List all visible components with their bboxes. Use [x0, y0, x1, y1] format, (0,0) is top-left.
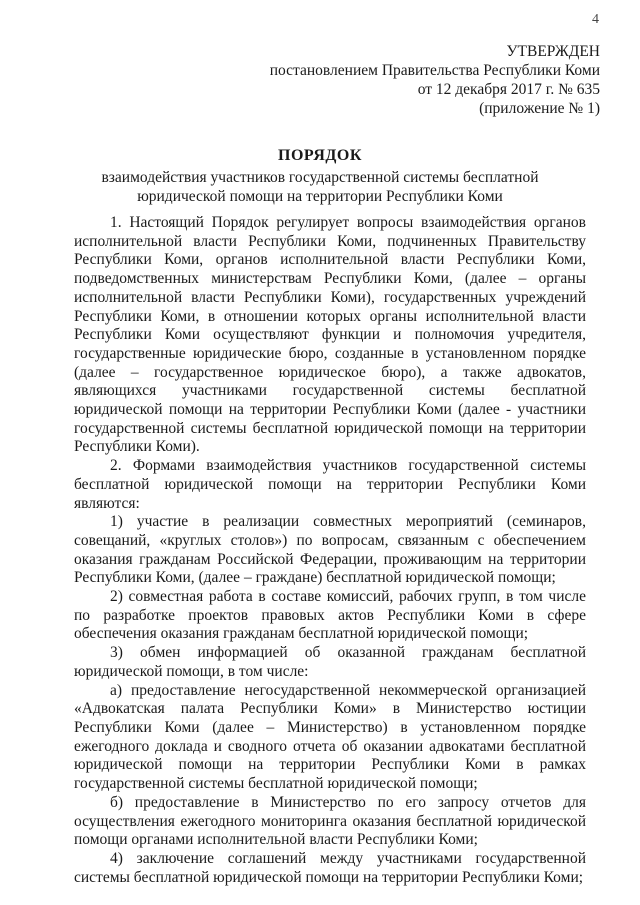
- paragraph-2-4: 4) заключение соглашений между участниками государственной системы бесплатной юридической помощи на территории Республики Коми;: [74, 849, 586, 886]
- approval-decree: постановлением Правительства Республики Коми: [269, 62, 600, 79]
- paragraph-2-3: 3) обмен информацией об оказанной гражданам бесплатной юридической помощи, в том числе:: [74, 644, 586, 680]
- approval-block: [270, 42, 600, 118]
- approval-date: от 12 декабря 2017 г. № 635: [417, 81, 600, 98]
- subtitle-line: взаимодействия участников государственной системы бесплатной: [101, 169, 539, 186]
- approval-status: УТВЕРЖДЕН: [506, 43, 600, 60]
- subtitle-line: юридической помощи на территории Республики Коми: [137, 188, 503, 205]
- title-block: [0, 146, 640, 206]
- approval-appendix: (приложение № 1): [479, 100, 600, 117]
- document-body: [74, 214, 586, 887]
- paragraph-2-3-a: а) предоставление негосударственной некоммерческой организацией «Адвокатская палата Республики Коми» в Министерство юстиции Республики Коми (далее – Министерство) в установленном порядке ежегодного доклада и сводного отчета об оказании адвокатами бесплатной юридической помощи на территории Республики Коми в рамках государственной системы бесплатной юридической помощи;: [74, 681, 586, 793]
- paragraph-2-3-b: б) предоставление в Министерство по его запросу отчетов для осуществления ежегодного мониторинга оказания бесплатной юридической помощи органами исполнительной власти Республики Коми;: [74, 793, 586, 849]
- paragraph-2: 2. Формами взаимодействия участников государственной системы бесплатной юридической помощи на территории Республики Коми являются:: [74, 457, 586, 512]
- page-number: 4: [592, 12, 599, 27]
- document-title: ПОРЯДОК: [278, 147, 362, 164]
- paragraph-2-2: 2) совместная работа в составе комиссий, рабочих групп, в том числе по разработке проектов правовых актов Республики Коми в сфере обеспечения оказания гражданам бесплатной юридической помощи;: [74, 588, 586, 643]
- paragraph-2-1: 1) участие в реализации совместных мероприятий (семинаров, совещаний, «круглых столов») по вопросам, связанным с обеспечением оказания гражданам Российской Федерации, проживающим на территории Республики Коми, (далее – граждане) бесплатной юридической помощи;: [74, 513, 586, 587]
- document-subtitle: [0, 168, 640, 206]
- paragraph-1: 1. Настоящий Порядок регулирует вопросы взаимодействия органов исполнительной власти Республики Коми, подчиненных Правительству Республики Коми, органов исполнительной власти Республики Коми, подведомственных министерствам Республики Коми, (далее – органы исполнительной власти Республики Коми), государственных учреждений Республики Коми, в отношении которых органы исполнительной власти Республики Коми осуществляют функции и полномочия учредителя, государственные юридические бюро, созданные в установленном порядке (далее – государственное юридическое бюро), а также адвокатов, являющихся участниками государственной системы бесплатной юридической помощи на территории Республики Коми (далее - участники государственной системы бесплатной юридической помощи на территории Республики Коми).: [74, 214, 586, 456]
